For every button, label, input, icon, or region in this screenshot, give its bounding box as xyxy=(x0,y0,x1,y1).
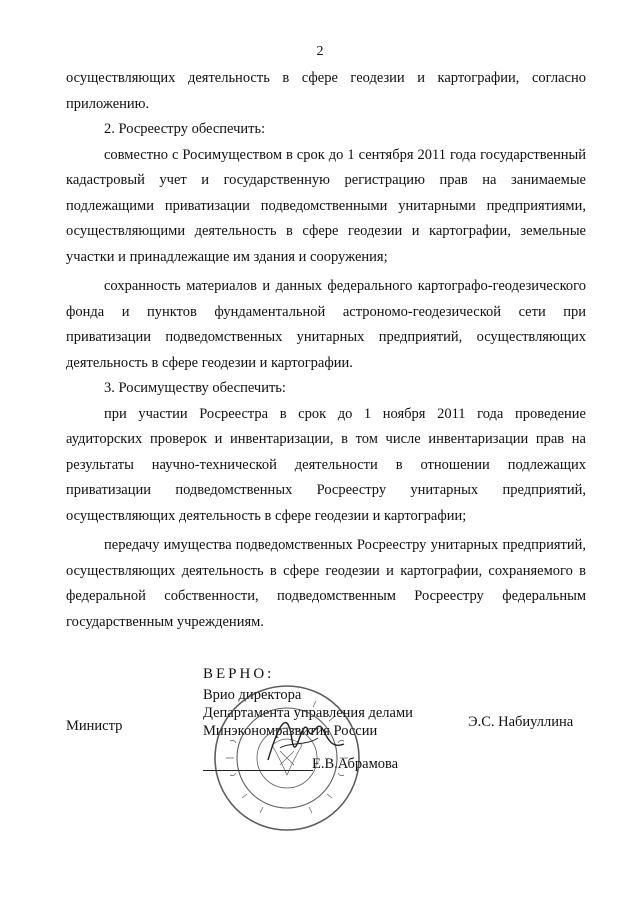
certification-verno: ВЕРНО: xyxy=(203,666,275,682)
paragraph: сохранность материалов и данных федерального картографо-геодезического фонда и пунктов фундаментальной астрономо-геодезической сети при приватизации подведомственных унитарных предприятий, осуществляющих деятельность в сфере геодезии и картографии. xyxy=(66,278,586,371)
paragraph: 3. Росимуществу обеспечить: xyxy=(104,380,286,396)
certification-position: Врио директора xyxy=(203,687,302,703)
paragraph: совместно с Росимуществом в срок до 1 сентября 2011 года государственный кадастровый учет и государственную регистрацию прав на занимаемые подлежащими приватизации подведомственными унитарными предприятиями, осуществляющими деятельность в сфере геодезии и картографии, земельные участки и принадлежащие им здания и сооружения; xyxy=(66,146,586,265)
handwritten-signature xyxy=(260,700,350,780)
paragraph: 2. Росреестру обеспечить: xyxy=(104,121,266,137)
certification-department: Департамента управления делами xyxy=(203,705,413,721)
certification-ministry: Минэкономразвития России xyxy=(203,723,378,739)
paragraph: передачу имущества подведомственных Росреестру унитарных предприятий, осуществляющих деятельность в сфере геодезии и картографии, сохраняемого в федеральной собственности, подведомственным Росреестру федеральным государственным учреждениям. xyxy=(66,537,586,630)
document-body xyxy=(66,66,586,635)
page-number: 2 xyxy=(316,44,324,59)
paragraph: осуществляющих деятельность в сфере геодезии и картографии, согласно приложению. xyxy=(66,70,586,112)
paragraph: при участии Росреестра в срок до 1 ноября 2011 года проведение аудиторских проверок и инвентаризации, в том числе инвентаризации прав на результаты научно-технической деятельности в отношении подлежащих приватизации подведомственных Росреестру унитарных предприятий, осуществляющих деятельность в сфере геодезии и картографии; xyxy=(66,405,586,524)
minister-name: Э.С. Набиуллина xyxy=(468,714,574,730)
minister-title: Министр xyxy=(66,718,123,734)
certifier-name: Е.В.Абрамова xyxy=(312,756,399,772)
